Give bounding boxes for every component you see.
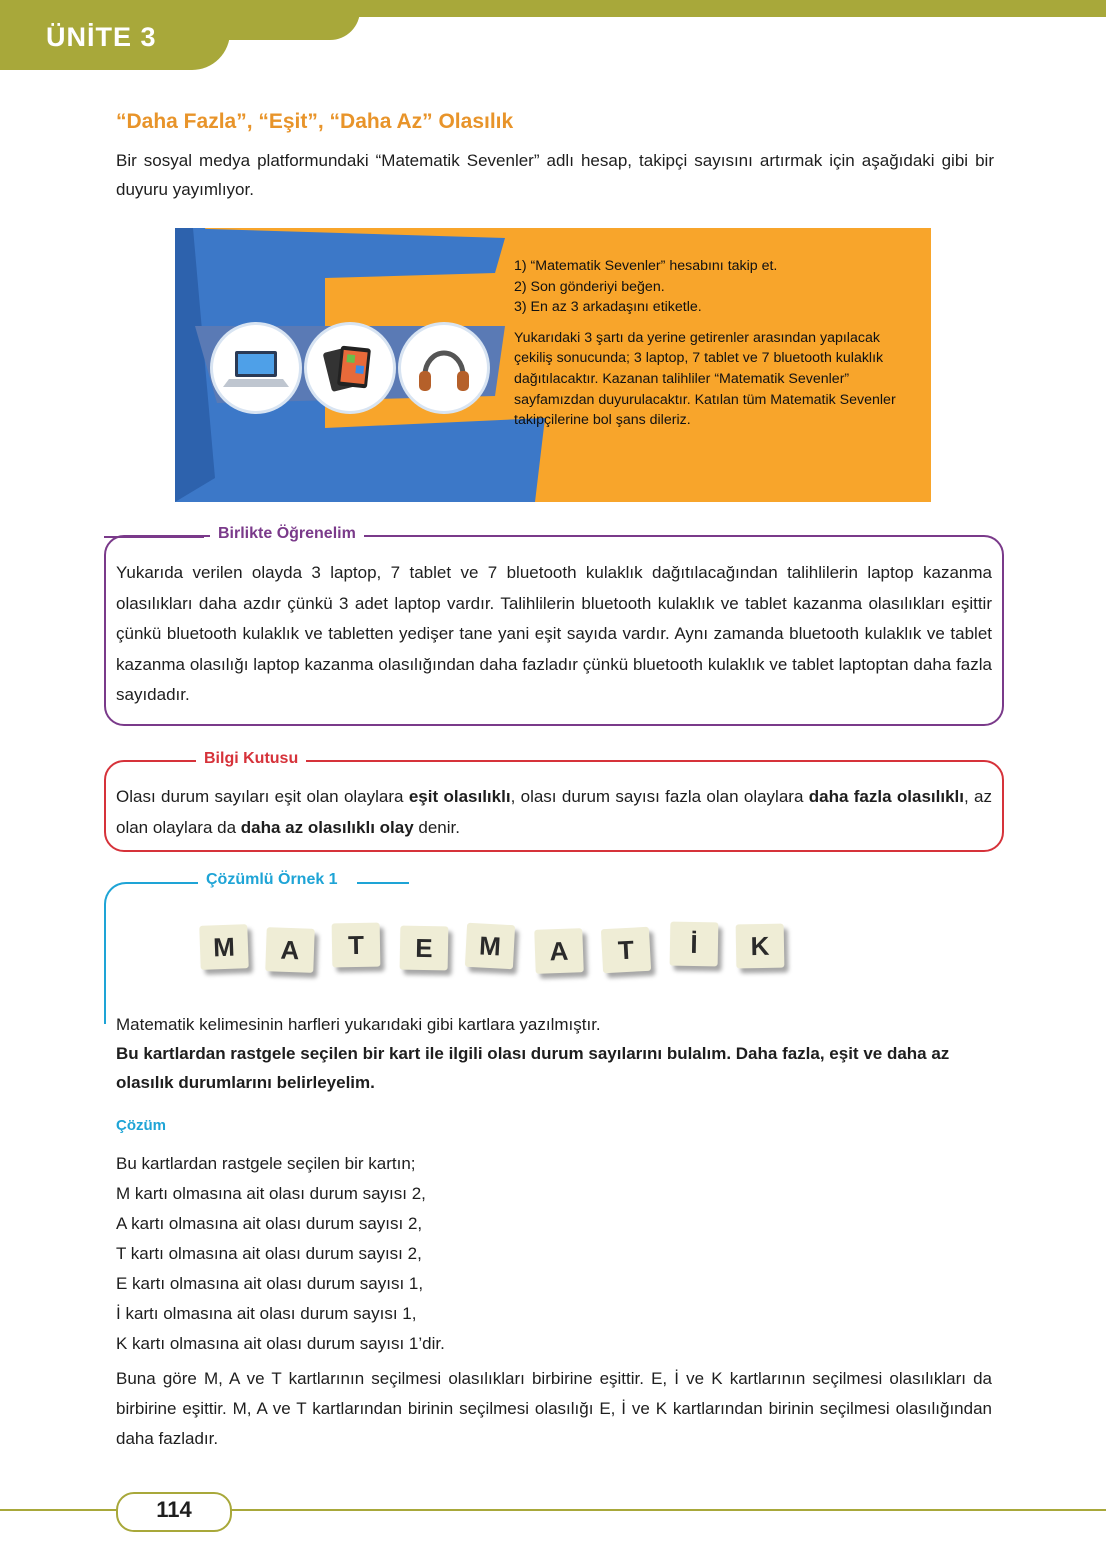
example-statement: Matematik kelimesinin harfleri yukarıdaki gibi kartlara yazılmıştır. — [116, 1015, 601, 1034]
letter-card: K — [736, 924, 785, 969]
laptop-icon — [213, 325, 299, 411]
letter-card: M — [199, 924, 249, 970]
announcement-rules — [514, 256, 914, 318]
letter-card: E — [400, 926, 449, 971]
announcement-body: Yukarıdaki 3 şartı da yerine getirenler arasından yapılacak çekiliş sonucunda; 3 laptop, 7 tablet ve 7 bluetooth kulaklık dağıtılacaktır. Kazanan talihliler “Matematik Sevenler” sayfamızdan duyurulacaktır. Katılan tüm Matematik Sevenler takipçilerine bol şans dileriz. — [514, 329, 896, 429]
tablet-icon — [307, 325, 393, 411]
solution-line: İ kartı olmasına ait olası durum sayısı 1, — [116, 1304, 417, 1323]
letter-card: A — [265, 927, 315, 973]
headphones-icon — [401, 325, 487, 411]
solution-lines — [116, 1149, 445, 1359]
solution-line: K kartı olmasına ait olası durum sayısı 1’dir. — [116, 1334, 445, 1353]
letter-card: A — [534, 928, 584, 974]
section-title: “Daha Fazla”, “Eşit”, “Daha Az” Olasılık — [116, 110, 514, 133]
intro-paragraph: Bir sosyal medya platformundaki “Matematik Sevenler” adlı hesap, takipçi sayısını artırmak için aşağıdaki gibi bir duyuru yayımlıyor. — [116, 151, 994, 199]
letter-card: T — [332, 923, 381, 968]
unit-tab-joint — [200, 0, 360, 40]
solution-conclusion: Buna göre M, A ve T kartlarının seçilmesi olasılıkları birbirine eşittir. E, İ ve K kartlarının seçilmesi olasılıkları da birbirine eşittir. M, A ve T kartlarından birinin seçilmesi olasılığı E, İ ve K kartlarından birinin seçilmesi olasılığından daha fazladır. — [116, 1369, 992, 1448]
info-term-less: daha az olasılıklı olay — [240, 818, 414, 837]
rule-item: 1) “Matematik Sevenler” hesabını takip et. — [514, 258, 778, 274]
info-text-part: , az olan olaylara da — [116, 787, 993, 837]
example-question: Bu kartlardan rastgele seçilen bir kart ile ilgili olası durum sayılarını bulalım. Daha fazla, eşit ve daha az olasılık durumlarını belirleyelim. — [116, 1044, 950, 1092]
unit-title: ÜNİTE 3 — [46, 22, 157, 52]
solution-line: T kartı olmasına ait olası durum sayısı 2, — [116, 1244, 422, 1263]
solution-line: E kartı olmasına ait olası durum sayısı 1, — [116, 1274, 424, 1293]
solution-line: M kartı olmasına ait olası durum sayısı 2, — [116, 1184, 426, 1203]
info-text-part: Olası durum sayıları eşit olan olaylara — [116, 787, 409, 806]
solution-line: Bu kartlardan rastgele seçilen bir kartın; — [116, 1154, 416, 1173]
info-text-part: , olası durum sayısı fazla olan olaylara — [510, 787, 809, 806]
example-text — [116, 1010, 996, 1097]
info-text-part: denir. — [413, 818, 460, 837]
info-term-more: daha fazla olasılıklı — [808, 787, 964, 806]
page-number: 114 — [156, 1497, 192, 1522]
example-label-rule — [357, 882, 409, 884]
letter-card: T — [601, 927, 651, 973]
rule-item: 2) Son gönderiyi beğen. — [514, 278, 665, 295]
example-frame — [104, 882, 206, 1024]
solution-line: A kartı olmasına ait olası durum sayısı 2, — [116, 1214, 423, 1233]
solution-label: Çözüm — [116, 1117, 166, 1134]
info-term-equal: eşit olasılıklı — [408, 787, 511, 806]
letter-card: M — [465, 923, 515, 969]
example-label: Çözümlü Örnek 1 — [198, 871, 346, 889]
rule-item: 3) En az 3 arkadaşını etiketle. — [514, 299, 702, 316]
info-label: Bilgi Kutusu — [196, 750, 306, 768]
letter-card: İ — [670, 922, 719, 967]
learn-text: Yukarıda verilen olayda 3 laptop, 7 tablet ve 7 bluetooth kulaklık dağıtılacağından talihlilerin laptop kazanma olasılıkları daha azdır çünkü 3 adet laptop vardır. Talihlilerin bluetooth kulaklık ve tablet kazanma olasılıkları eşittir çünkü bluetooth kulaklık ve tabletten yedişer tane yani eşit sayıda vardır. Aynı zamanda bluetooth kulaklık ve tablet kazanma olasılığı laptop kazanma olasılığından daha fazladır çünkü bluetooth kulaklık ve tablet laptoptan daha fazla sayıdadır. — [116, 563, 992, 704]
announcement-text — [514, 256, 914, 431]
info-text — [116, 781, 992, 843]
learn-label: Birlikte Öğrenelim — [210, 525, 364, 543]
learn-label-rule — [104, 536, 204, 538]
